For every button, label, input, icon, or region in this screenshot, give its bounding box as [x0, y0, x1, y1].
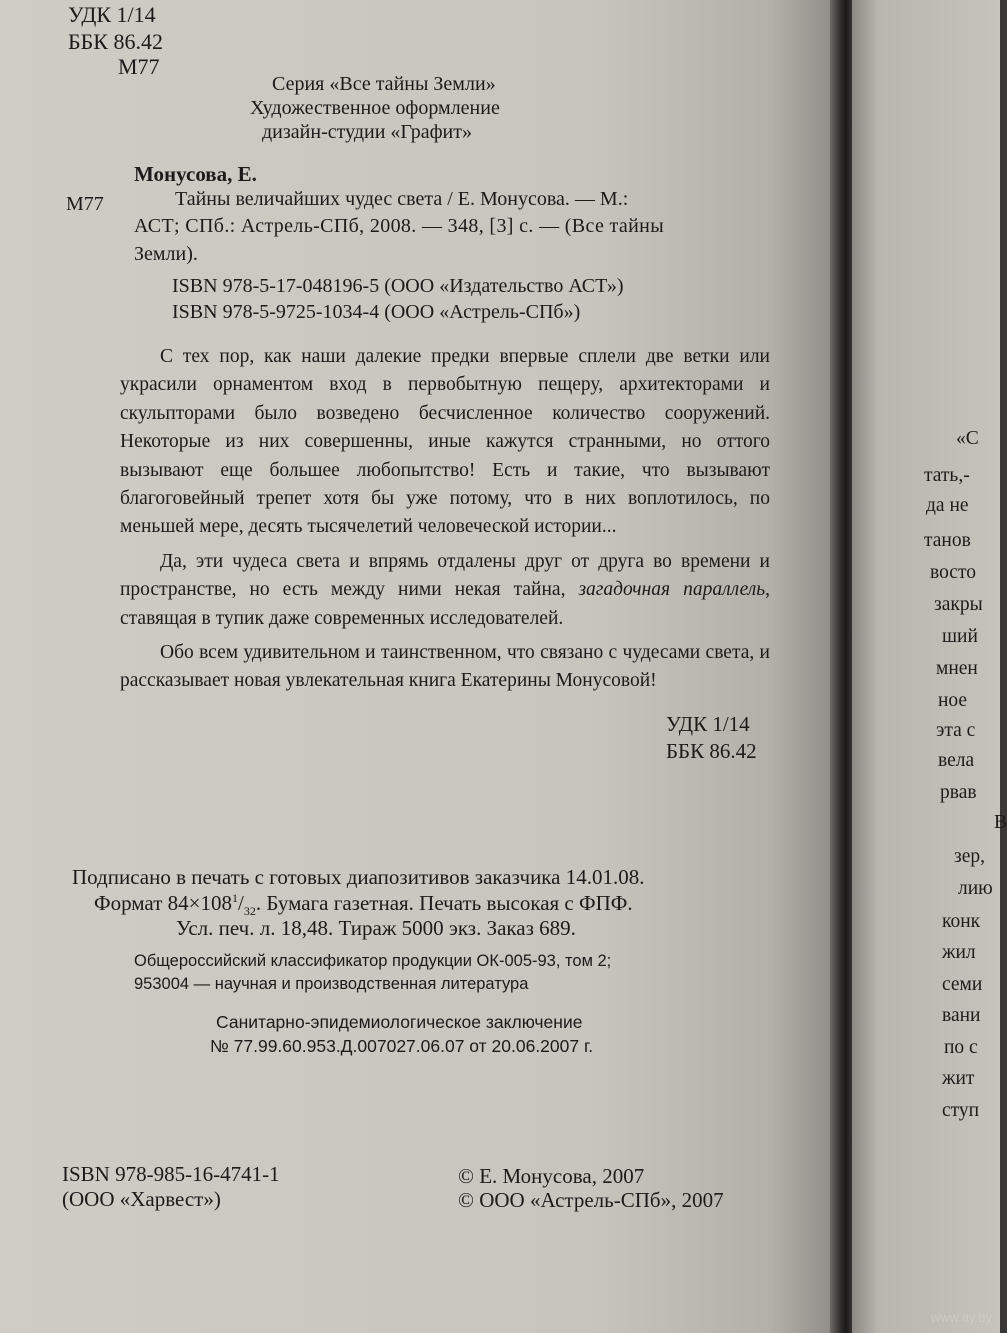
bib-line-3: Земли).	[134, 243, 198, 265]
book-page-right	[852, 0, 1007, 1333]
right-page-line: танов	[924, 530, 971, 551]
bbk-code-top: ББК 86.42	[68, 29, 163, 54]
right-page-line: конк	[942, 911, 981, 932]
annotation-paragraph-2	[120, 548, 770, 633]
design-credit-line2: дизайн-студии «Графит»	[262, 121, 472, 143]
right-page-line: ший	[942, 626, 978, 647]
right-page-line: ное	[938, 690, 968, 711]
classifier-line-2: 953004 — научная и производственная литература	[134, 975, 529, 993]
imprint-line-1: Подписано в печать с готовых диапозитивов заказчика 14.01.08.	[72, 865, 645, 889]
right-page-line: вела	[938, 750, 975, 771]
author-mark-left: М77	[66, 193, 104, 215]
design-credit-line1: Художественное оформление	[250, 97, 500, 119]
classifier-line-1: Общероссийский классификатор продукции ОК-005-93, том 2;	[134, 952, 612, 970]
right-page-line: лию	[958, 878, 993, 899]
right-page-line: по с	[944, 1037, 978, 1058]
annotation	[120, 343, 770, 696]
right-page-line: зер,	[954, 846, 985, 867]
copyright-author: © Е. Монусова, 2007	[458, 1164, 645, 1188]
right-page-line: семи	[942, 974, 983, 995]
annotation-p2-end: , ставящая в тупик даже современных исследователей.	[120, 579, 770, 629]
isbn-ast: ISBN 978-5-17-048196-5 (ООО «Издательство АСТ»)	[172, 275, 624, 297]
copyright-publisher: © ООО «Астрель-СПб», 2007	[458, 1188, 724, 1212]
format-sub: 32	[243, 904, 256, 919]
right-page-line: В	[994, 812, 1007, 833]
right-page-line: жил	[942, 942, 976, 963]
series-title: Серия «Все тайны Земли»	[272, 73, 496, 95]
right-page-line: восто	[930, 562, 976, 583]
right-page-line: закры	[934, 594, 983, 615]
author-heading: Монусова, Е.	[134, 162, 257, 186]
sanitary-line-2: № 77.99.60.953.Д.007027.06.07 от 20.06.2007 г.	[210, 1036, 594, 1056]
watermark: www.ay.by	[930, 1310, 992, 1325]
footer-publisher: (ООО «Харвест»)	[62, 1187, 221, 1211]
footer-isbn: ISBN 978-985-16-4741-1	[62, 1162, 280, 1186]
right-page-line: рвав	[940, 782, 977, 803]
right-page-line: да не	[926, 495, 969, 516]
udk-code-bottom: УДК 1/14	[666, 712, 750, 736]
right-page-line: «С	[956, 428, 979, 449]
right-page-line: эта с	[936, 720, 976, 741]
sanitary-line-1: Санитарно-эпидемиологическое заключение	[216, 1012, 583, 1032]
annotation-p2-text: Да, эти чудеса света и впрямь отдалены друг от друга во времени и пространстве, но есть между ними некая тайна,	[120, 550, 770, 601]
annotation-paragraph-3: Обо всем удивительном и таинственном, что связано с чудесами света, и рассказывает новая увлекательная книга Екатерины Монусовой!	[120, 642, 770, 692]
format-rest: . Бумага газетная. Печать высокая с ФПФ.	[255, 891, 633, 915]
right-page-line: тать,-	[924, 465, 970, 486]
right-page-line: вани	[942, 1005, 981, 1026]
right-page-line: жит	[942, 1068, 975, 1089]
annotation-p2-italic: загадочная параллель	[578, 579, 766, 601]
right-page-line: мнен	[936, 658, 978, 679]
format-text: Формат 84×108	[94, 891, 232, 915]
imprint-line-3: Усл. печ. л. 18,48. Тираж 5000 экз. Заказ 689.	[176, 916, 576, 940]
right-page-line: ступ	[942, 1100, 980, 1121]
annotation-paragraph-1: С тех пор, как наши далекие предки впервые сплели две ветки или украсили орнаментом вход в первобытную пещеру, архитекторами и скульпторами было возведено бесчисленное количество сооружений. Некоторые из них совершенны, иные кажутся странными, но оттого вызывают еще большее любопытство! Есть и такие, что вызывают благоговейный трепет хотя бы уже потому, что в них воплотилось, по меньшей мере, десять тысячелетий человеческой истории...	[120, 346, 770, 538]
bbk-code-bottom: ББК 86.42	[666, 739, 757, 763]
udk-code-top: УДК 1/14	[68, 2, 156, 27]
bib-line-2: АСТ; СПб.: Астрель-СПб, 2008. — 348, [3] с. — (Все тайны	[134, 215, 664, 237]
author-mark-top: М77	[118, 54, 160, 79]
bib-line-1: Тайны величайших чудес света / Е. Монусова. — М.:	[175, 188, 629, 210]
imprint-line-2: Формат $84\times 108^1/_{32}$. Бумага газетная. Печать высокая с ФПФ.	[94, 891, 633, 919]
format-sup: 1	[231, 891, 238, 905]
isbn-astrel: ISBN 978-5-9725-1034-4 (ООО «Астрель-СПб»)	[172, 301, 581, 323]
